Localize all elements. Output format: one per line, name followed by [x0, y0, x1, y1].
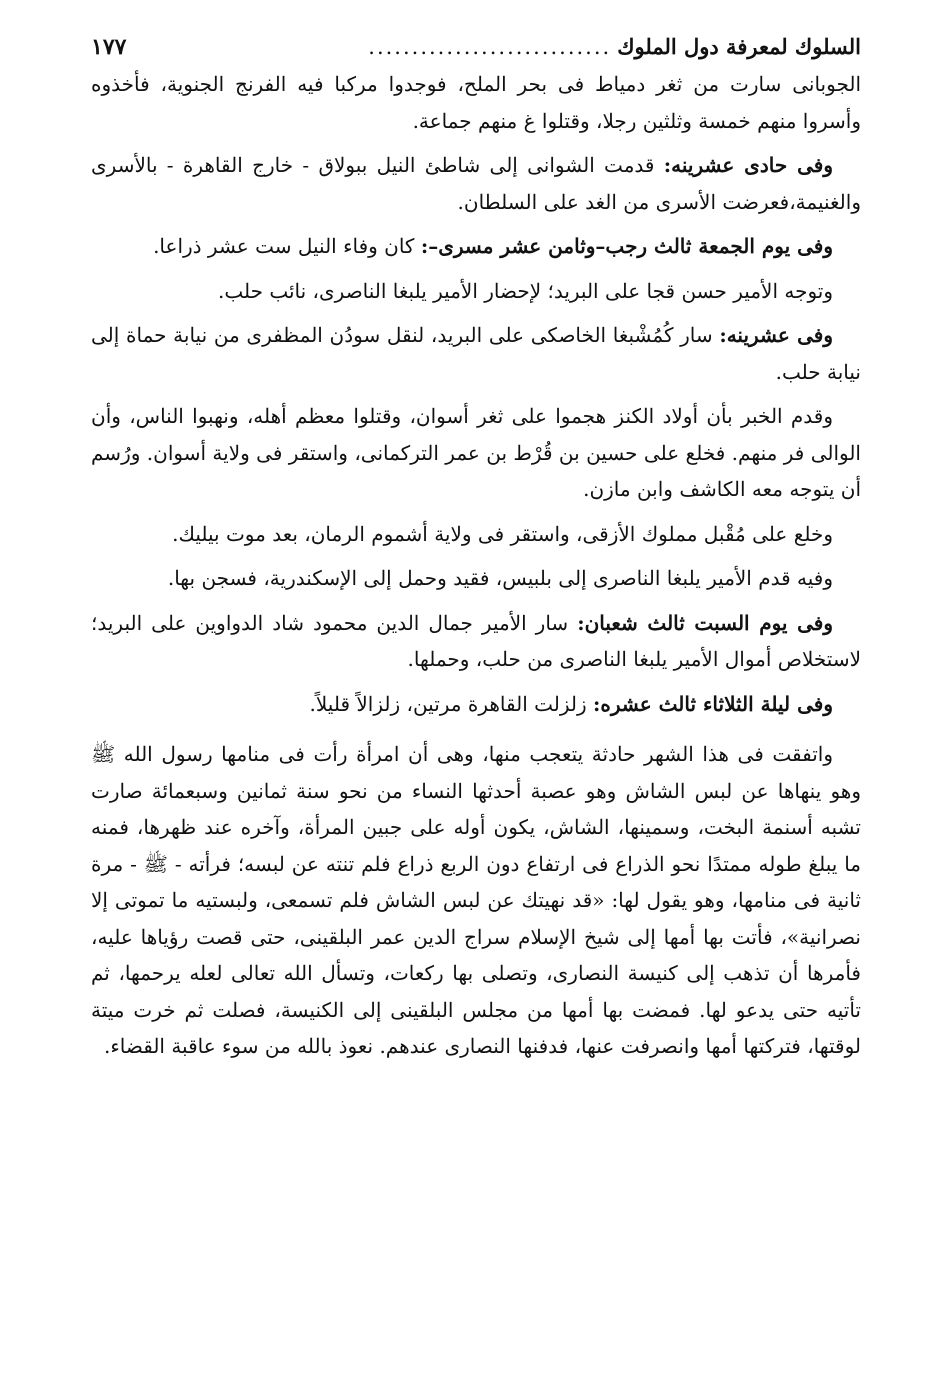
running-header [91, 30, 861, 66]
paragraph [91, 147, 861, 220]
paragraph-date-lead: وفى عشرينه: [719, 323, 833, 347]
paragraph-date-lead: وفى يوم الجمعة ثالث رجب–وثامن عشر مسرى–: [420, 234, 833, 258]
paragraph-text: سار كُمُشْبغا الخاصكى على البريد، لنقل سودُن المظفرى من نيابة حماة إلى نيابة حلب. [91, 323, 861, 384]
paragraph [91, 605, 861, 678]
page-number: ١٧٧ [91, 34, 127, 60]
paragraph-text: واتفقت فى هذا الشهر حادثة يتعجب منها، وهى أن امرأة رأت فى منامها رسول الله ﷺ وهو ينهاها عن لبس الشاش وهو عصبة أحدثها النساء من نحو سنة ثمانين وسبعمائة صارت تشبه أسنمة البخت، وسمينها، الشاش، يكون أوله على جبين المرأة، وآخره عند ظهرها، فمنه ما يبلغ طوله ممتدًا نحو الذراع فى ارتفاع دون الربع ذراع فلم تنته عن لبسه؛ فرأته - ﷺ - مرة ثانية فى منامها، وهو يقول لها: «قد نهيتك عن لبس الشاش فلم تسمعى، ولبستيه ما تموتى إلا نصرانية»، فأتت بها أمها إلى شيخ الإسلام سراج الدين عمر البلقينى، حتى قصت رؤياها عليه، فأمرها أن تذهب إلى كنيسة النصارى، وتصلى بها ركعات، وتسأل الله تعالى لعله يرحمها، ثم تأتيه حتى يدعو لها. فمضت بها أمها من مجلس البلقينى إلى الكنيسة، فصلت ثم خرت ميتة لوقتها، فتركتها أمها وانصرفت عنها، فدفنها النصارى عندهم. نعوذ بالله من سوء عاقبة القضاء. [91, 742, 861, 1058]
paragraph-date-lead: وفى يوم السبت ثالث شعبان: [577, 610, 833, 635]
header-title: السلوك لمعرفة دول الملوك [617, 34, 861, 59]
paragraph-text: وفيه قدم الأمير يلبغا الناصرى إلى بلبيس، فقيد وحمل إلى الإسكندرية، فسجن بها. [167, 566, 833, 590]
paragraph [91, 228, 861, 265]
paragraph [91, 736, 861, 1065]
paragraph-text: وتوجه الأمير حسن قجا على البريد؛ لإحضار الأمير يلبغا الناصرى، نائب حلب. [217, 278, 833, 303]
paragraph [91, 686, 861, 723]
header-leader-dots: ............................ [368, 35, 612, 59]
paragraph-text: زلزلت القاهرة مرتين، زلزالاً قليلاً. [309, 691, 594, 716]
paragraph [91, 560, 861, 597]
paragraph [91, 516, 861, 553]
paragraph-text: كان وفاء النيل ست عشر ذراعا. [153, 234, 421, 258]
paragraph-text: وقدم الخبر بأن أولاد الكنز هجموا على ثغر أسوان، وقتلوا معظم أهله، ونهبوا الناس، وأن الوالى فر منهم. فخلع على حسين بن قُرْط بن عمر التركمانى، واستقر فى ولاية أسوان. ورُسم أن يتوجه معه الكاشف وابن مازن. [91, 404, 861, 501]
paragraph [91, 398, 861, 508]
page-body [91, 66, 861, 1065]
book-page [91, 30, 861, 1065]
paragraph-text: قدمت الشوانى إلى شاطئ النيل ببولاق - خارج القاهرة - بالأسرى والغنيمة،فعرضت الأسرى من الغد على السلطان. [91, 153, 861, 214]
paragraph-date-lead: وفى ليلة الثلاثاء ثالث عشره: [593, 691, 833, 716]
paragraph-date-lead: وفى حادى عشرينه: [663, 153, 833, 177]
paragraph-text: الجوبانى سارت من ثغر دمياط فى بحر الملح، فوجدوا مركبا فيه الفرنج الجنوية، فأخذوه وأسروا منهم خمسة وثلثين رجلا، وقتلوا غ منهم جماعة. [91, 72, 861, 133]
paragraph [91, 66, 861, 139]
paragraph [91, 317, 861, 390]
paragraph-text: وخلع على مُقْبل مملوك الأزقى، واستقر فى ولاية أشموم الرمان، بعد موت بيليك. [172, 521, 833, 546]
paragraph-text: سار الأمير جمال الدين محمود شاد الدواوين على البريد؛ لاستخلاص أموال الأمير يلبغا الناصرى من حلب، وحملها. [91, 610, 861, 671]
paragraph [91, 273, 861, 310]
